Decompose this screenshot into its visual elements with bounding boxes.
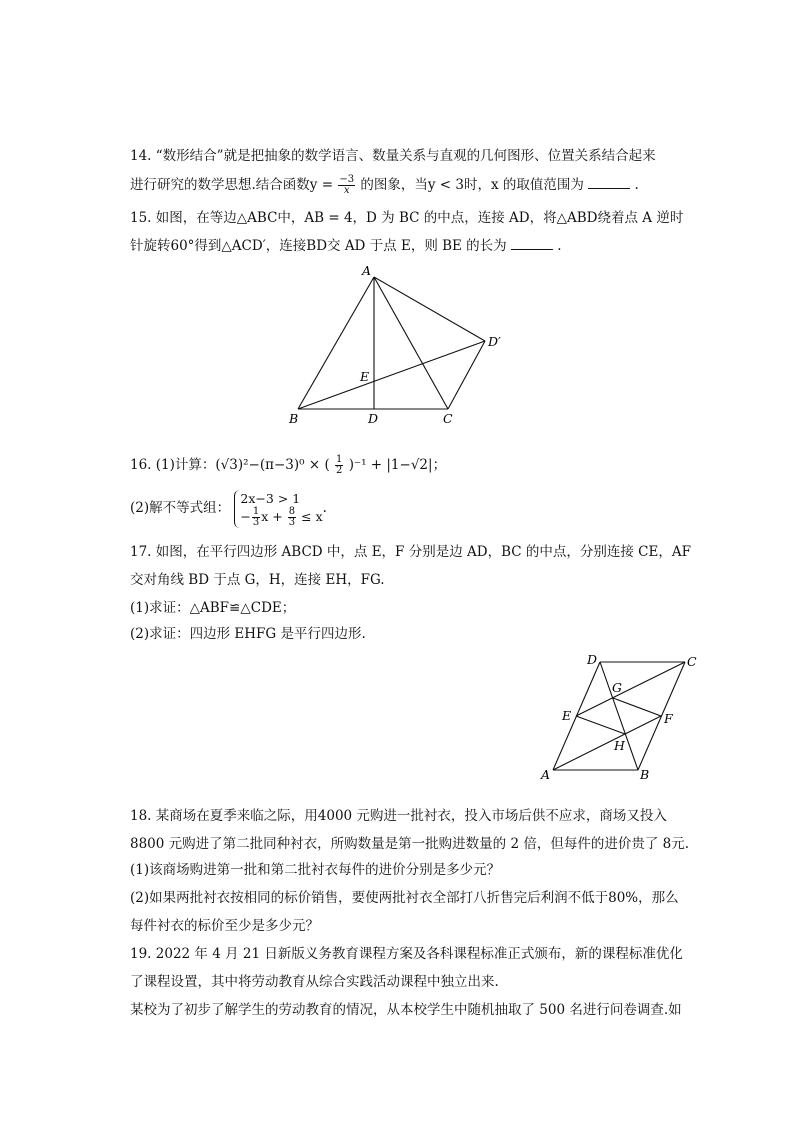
q19-line1: 19. 2022 年 4 月 21 日新版义务教育课程方案及各科课程标准正式颁布，新的课程标准优化 [130,946,683,962]
q14-frac-den: x [343,185,350,196]
q14-answer-blank[interactable] [588,176,630,189]
q15-seg-AB [298,277,374,409]
q15-label-D: D [368,411,379,426]
q16-part1-fraction [335,455,343,476]
q18-line2: 8800 元购进了第二批同种衬衣，所购数量是第一批购进数量的 2 倍，但每件的进价贵了 8元. [130,836,689,852]
q16-ineq2-frac2 [288,507,296,528]
q16-ineq2-num2: 8 [288,505,296,517]
q17-line1: 17. 如图，在平行四边形 ABCD 中，点 E，F 分别是边 AD，BC 的中点，分别连接 CE，AF [130,544,691,560]
q16-ineq1: 2x−3 > 1 [240,490,301,506]
q16-frac-num: 1 [336,454,343,465]
q15-seg-AD-prime [374,277,485,341]
q14-line1: 14. “数形结合”就是把抽象的数学语言、数量关系与直观的几何图形、位置关系结合起来 [130,148,656,164]
q17-label-A: A [541,767,551,782]
q16-ineq2: − $\frac{1}{3}$ x + $\frac{8}{3}$ ≤ x [240,505,323,528]
q15-label-C: C [443,411,453,426]
q16-ineq2-den1: 3 [252,516,260,528]
q15-figure [280,260,520,430]
q16-part2-label: (2)解不等式组： [130,500,231,516]
q14-line2 [130,175,639,196]
q15-line1: 15. 如图，在等边△ABC中，AB = 4，D 为 BC 的中点，连接 AD，将△ABD绕着点 A 逆时 [130,210,684,226]
q15-label-A: A [362,263,372,278]
q15-label-D-prime: D′ [488,334,501,349]
q16-ineq2-frac1 [252,507,260,528]
q17-seg-AF [553,716,661,770]
q15-end: . [557,238,562,254]
q17-seg-BC [638,662,685,770]
q16-part2 [130,489,327,528]
q17-label-H: H [614,738,625,753]
q19-line3: 某校为了初步了解学生的劳动教育的情况，从本校学生中随机抽取了 500 名进行问卷调查.如 [130,1002,682,1018]
q17-label-G: G [612,680,622,695]
q16-ineq2-end: ≤ x [301,508,323,524]
q14-end: . [634,177,639,193]
q17-label-F: F [664,711,673,726]
q17-seg-EH [576,716,625,734]
q16-part1-text: 16. (1)计算：(√3)²−(π−3)⁰ × ( [130,457,330,473]
q16-ineq2-mid: x + [261,508,287,524]
q18-line4: (2)如果两批衬衣按相同的标价销售，要使两批衬衣全部打八折售完后利润不低于80%，那么 [130,890,679,906]
q16-ineq2-num1: 1 [252,505,260,517]
q17-line4: (2)求证：四边形 EHFG 是平行四边形. [130,626,366,642]
q16-part1 [130,455,446,476]
q14-text-a: 进行研究的数学思想.结合函数y = [130,177,338,193]
q17-seg-BD [600,662,638,770]
q15-label-B: B [289,411,299,426]
q15-text: 针旋转60°得到△ACD′，连接BD交 AD 于点 E，则 BE 的长为 [130,238,507,254]
q15-line2 [130,236,562,256]
q16-inequality-system [234,490,322,528]
q17-line2: 交对角线 BD 于点 G，H，连接 EH，FG. [130,572,385,588]
q14-frac-num: −3 [339,174,355,185]
q17-line3: (1)求证：△ABF≌△CDE； [130,600,296,616]
q14-text-b: 的图象，当y < 3时，x 的取值范围为 [360,177,584,193]
q17-seg-CE [576,662,685,716]
q15-seg-AC [374,277,448,409]
q18-line1: 18. 某商场在夏季来临之际，用4000 元购进一批衬衣，投入市场后供不应求，商场又投入 [130,808,667,824]
q17-label-B: B [640,767,650,782]
q16-ineq2-den2: 3 [288,516,296,528]
q16-frac-den: 2 [336,465,343,476]
q18-line5: 每件衬衣的标价至少是多少元？ [130,918,319,934]
q17-label-E: E [562,708,572,723]
q15-seg-CD-prime [448,341,485,409]
q17-label-C: C [687,654,697,669]
q17-figure [530,648,710,783]
q17-seg-FG [613,698,661,716]
q15-answer-blank[interactable] [511,237,553,250]
q15-seg-BD-prime [298,341,485,409]
q16-part1-end: )⁻¹ + |1−√2|； [348,457,447,473]
q14-fraction [338,175,355,196]
q19-line2: 了课程设置，其中将劳动教育从综合实践活动课程中独立出来. [130,974,499,990]
q16-ineq-end: . [322,500,327,516]
q18-line3: (1)该商场购进第一批和第二批衬衣每件的进价分别是多少元？ [130,862,501,878]
q17-label-D: D [587,652,598,667]
q15-label-E: E [360,369,370,384]
